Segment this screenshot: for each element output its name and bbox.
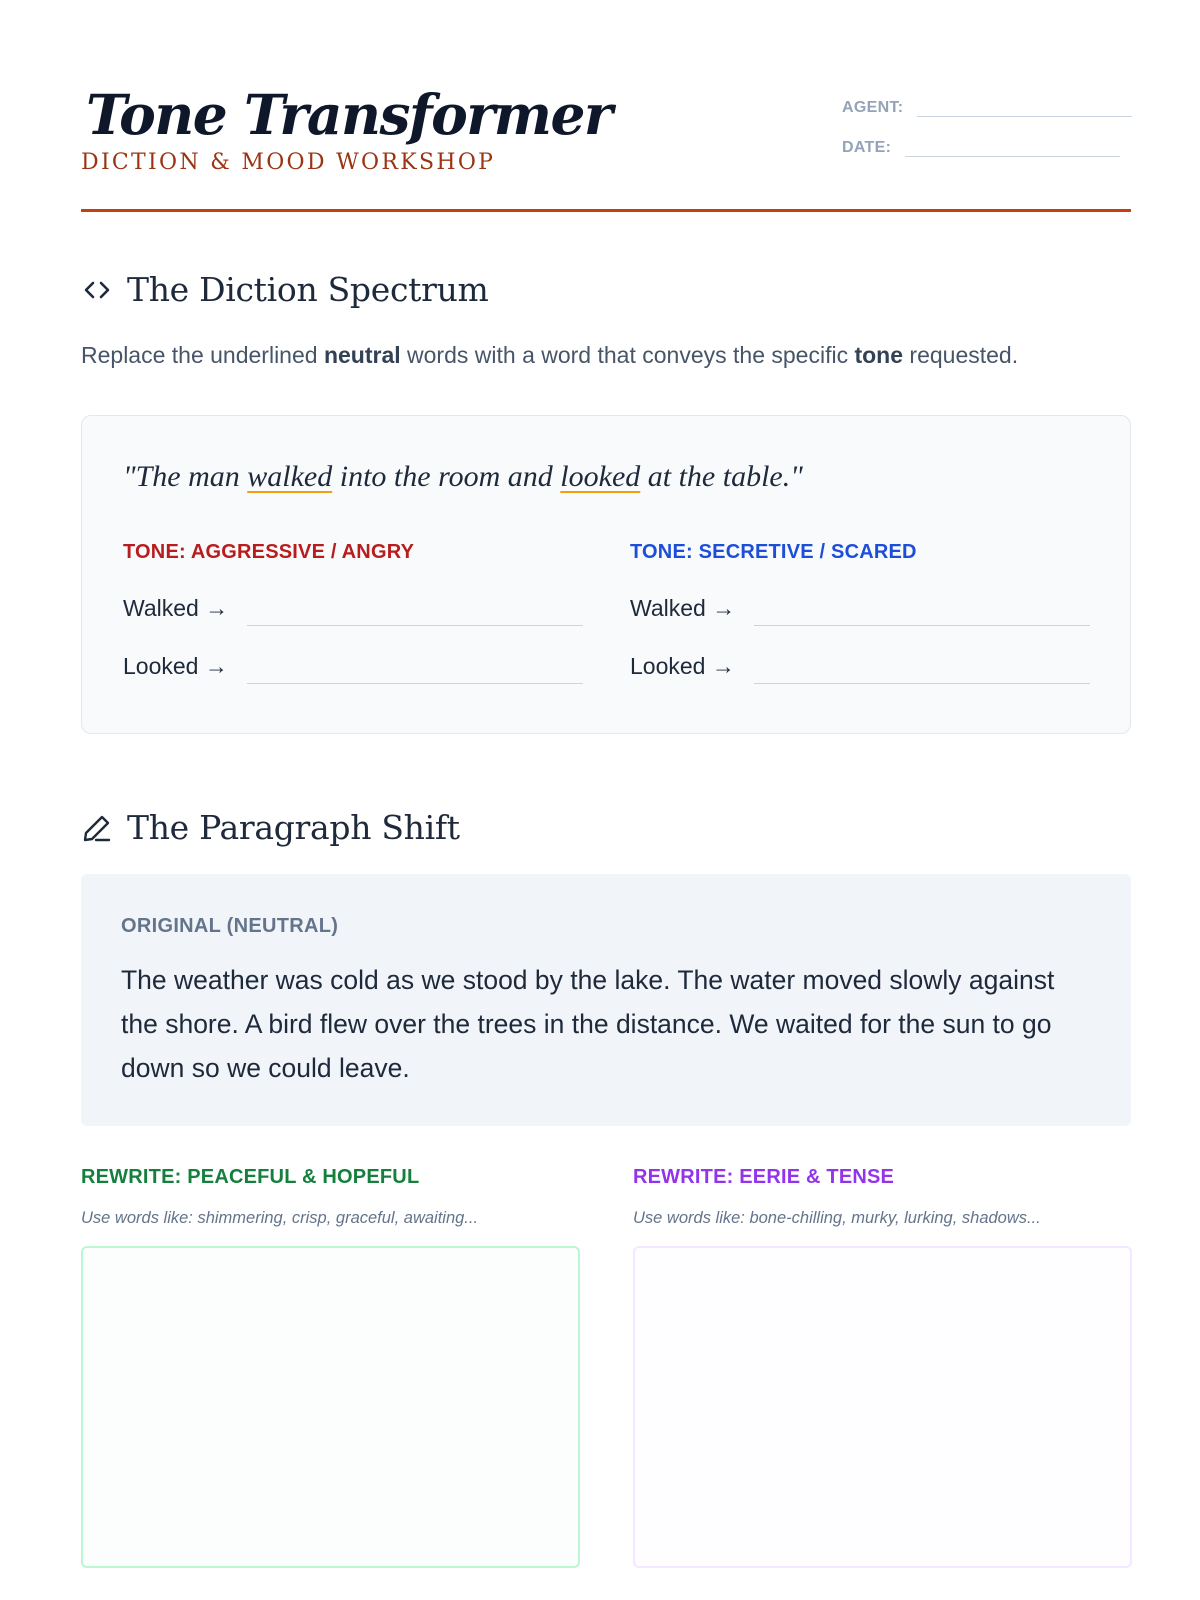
tone-label-secretive: TONE: SECRETIVE / SCARED	[630, 541, 917, 563]
rewrite-hint-eerie: Use words like: bone-chilling, murky, lurking, shadows...	[633, 1209, 1041, 1227]
fill-row-walked	[630, 592, 1090, 622]
answer-line[interactable]	[247, 683, 583, 684]
paragraph-heading-text: The Paragraph Shift	[127, 808, 460, 847]
underlined-word-looked: looked	[560, 460, 641, 493]
paragraph-section-heading	[81, 808, 460, 847]
worksheet-title: Tone Transformer	[86, 82, 612, 147]
rewrite-label-eerie: REWRITE: EERIE & TENSE	[633, 1166, 895, 1188]
diction-section-heading	[81, 270, 489, 309]
original-paragraph-box	[81, 874, 1131, 1126]
diction-heading-text: The Diction Spectrum	[127, 270, 489, 309]
answer-line[interactable]	[754, 625, 1090, 626]
pencil-icon	[81, 812, 113, 844]
agent-field	[842, 98, 1132, 117]
date-blank-line[interactable]	[905, 138, 1120, 157]
tone-label-aggressive: TONE: AGGRESSIVE / ANGRY	[123, 541, 415, 563]
rewrite-label-peaceful: REWRITE: PEACEFUL & HOPEFUL	[81, 1166, 420, 1188]
header-divider	[81, 209, 1131, 212]
answer-line[interactable]	[247, 625, 583, 626]
fill-word-label: Looked →	[123, 653, 228, 679]
original-paragraph-text: The weather was cold as we stood by the lake. The water moved slowly against the shore. A bird flew over the trees in the distance. We waited for the sun to go down so we could leave.	[121, 965, 1055, 1083]
fill-row-looked	[123, 650, 583, 680]
date-field	[842, 138, 1120, 157]
answer-line[interactable]	[754, 683, 1090, 684]
code-brackets-icon	[81, 274, 113, 306]
agent-blank-line[interactable]	[917, 98, 1132, 117]
fill-word-label: Walked →	[630, 595, 736, 621]
bold-neutral: neutral	[323, 342, 401, 368]
tone-column-aggressive	[123, 541, 583, 680]
sample-sentence: "The man walked into the room and looked at the table."	[123, 460, 803, 493]
fill-word-label: Walked →	[123, 595, 229, 621]
underlined-word-walked: walked	[247, 460, 333, 493]
date-label: DATE:	[842, 139, 892, 156]
worksheet-subtitle: DICTION & MOOD WORKSHOP	[81, 150, 496, 175]
fill-row-walked	[123, 592, 583, 622]
rewrite-box-eerie[interactable]	[633, 1246, 1132, 1568]
diction-card	[81, 415, 1131, 734]
fill-word-label: Looked →	[630, 653, 735, 679]
bold-tone: tone	[854, 342, 904, 368]
rewrite-hint-peaceful: Use words like: shimmering, crisp, graceful, awaiting...	[81, 1209, 479, 1227]
original-label: ORIGINAL (NEUTRAL)	[121, 915, 339, 937]
diction-instructions: Replace the underlined neutral words with a word that conveys the specific tone requested.	[81, 342, 1019, 368]
agent-label: AGENT:	[842, 99, 904, 116]
tone-column-secretive	[630, 541, 1090, 680]
fill-row-looked	[630, 650, 1090, 680]
rewrite-box-peaceful[interactable]	[81, 1246, 580, 1568]
